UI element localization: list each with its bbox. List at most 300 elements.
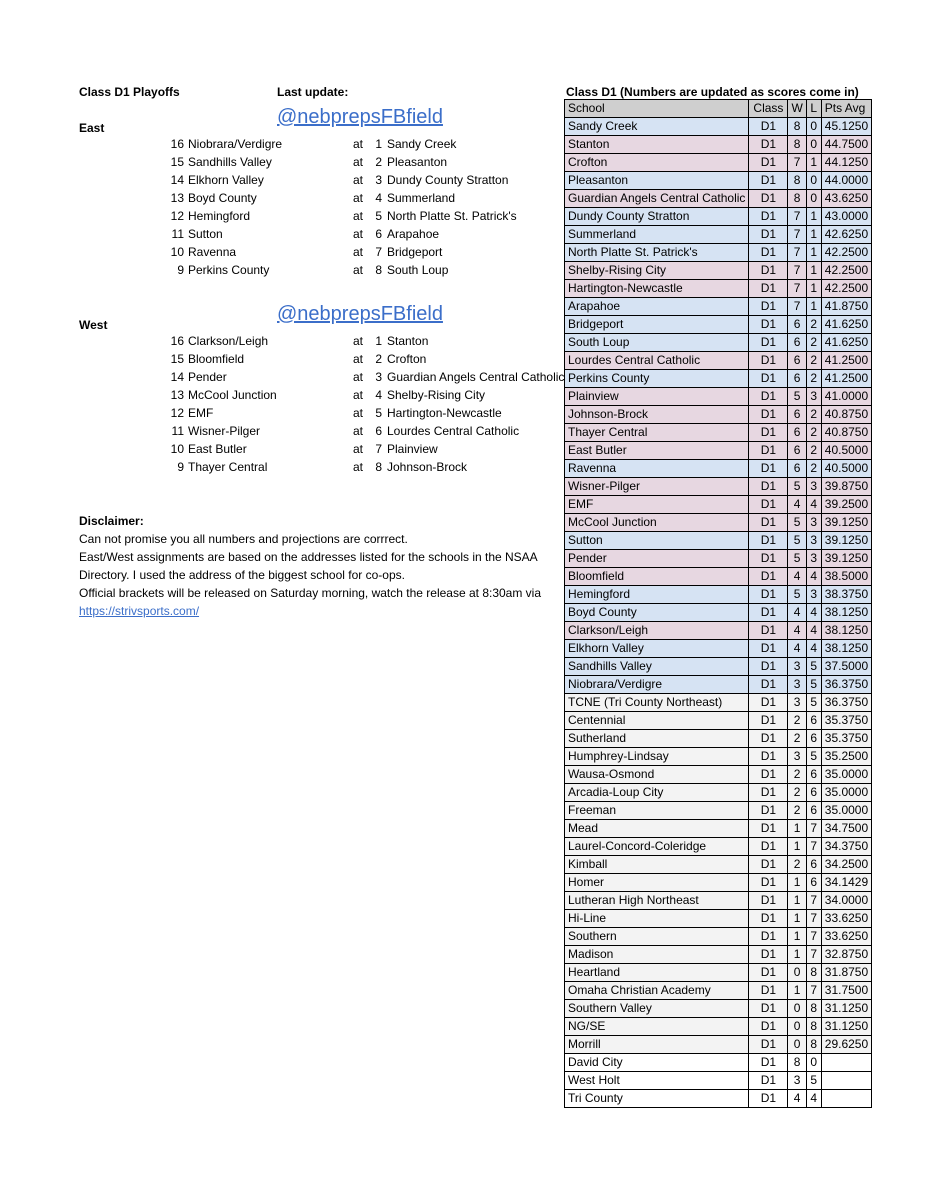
lower-seed: 15 (170, 155, 184, 169)
school-cell: Arcadia-Loup City (565, 784, 749, 802)
wins-cell: 7 (788, 298, 806, 316)
class-cell: D1 (749, 604, 788, 622)
home-team: Arapahoe (387, 227, 440, 241)
higher-seed: 7 (375, 442, 382, 456)
school-cell: NG/SE (565, 1018, 749, 1036)
wins-cell: 7 (788, 262, 806, 280)
higher-seed: 4 (375, 191, 382, 205)
higher-seed: 1 (375, 334, 382, 348)
standings-table (564, 99, 872, 1108)
school-cell: Bridgeport (565, 316, 749, 334)
school-cell: Sandhills Valley (565, 658, 749, 676)
wins-cell: 7 (788, 226, 806, 244)
standings-row (565, 604, 872, 622)
class-cell: D1 (749, 1018, 788, 1036)
losses-cell: 7 (806, 910, 821, 928)
wins-cell: 7 (788, 208, 806, 226)
class-cell: D1 (749, 154, 788, 172)
wins-cell: 2 (788, 856, 806, 874)
higher-seed: 8 (375, 460, 382, 474)
col-pts-avg-header: Pts Avg (821, 100, 871, 118)
school-cell: Wausa-Osmond (565, 766, 749, 784)
class-cell: D1 (749, 550, 788, 568)
losses-cell: 8 (806, 1036, 821, 1054)
standings-row (565, 586, 872, 604)
class-cell: D1 (749, 262, 788, 280)
school-cell: Stanton (565, 136, 749, 154)
home-team: Hartington-Newcastle (387, 406, 502, 420)
strivsports-link[interactable]: https://strivsports.com/ (79, 604, 200, 618)
wins-cell: 5 (788, 388, 806, 406)
class-cell: D1 (749, 298, 788, 316)
losses-cell: 3 (806, 388, 821, 406)
standings-row (565, 226, 872, 244)
school-cell: Southern (565, 928, 749, 946)
wins-cell: 6 (788, 352, 806, 370)
class-cell: D1 (749, 532, 788, 550)
class-cell: D1 (749, 514, 788, 532)
losses-cell: 2 (806, 424, 821, 442)
standings-row (565, 748, 872, 766)
lower-seed: 10 (170, 245, 184, 259)
class-cell: D1 (749, 136, 788, 154)
at-label: at (353, 406, 364, 420)
school-cell: EMF (565, 496, 749, 514)
school-cell: Pleasanton (565, 172, 749, 190)
wins-cell: 6 (788, 370, 806, 388)
at-label: at (353, 209, 364, 223)
losses-cell: 4 (806, 640, 821, 658)
visiting-team: Elkhorn Valley (188, 173, 264, 187)
losses-cell: 2 (806, 406, 821, 424)
wins-cell: 0 (788, 964, 806, 982)
visiting-team: Sandhills Valley (188, 155, 272, 169)
school-cell: Perkins County (565, 370, 749, 388)
visiting-team: Thayer Central (188, 460, 268, 474)
school-cell: Niobrara/Verdigre (565, 676, 749, 694)
pts-avg-cell: 38.5000 (821, 568, 871, 586)
pts-avg-cell: 38.1250 (821, 622, 871, 640)
pts-avg-cell: 44.7500 (821, 136, 871, 154)
pts-avg-cell: 42.2500 (821, 280, 871, 298)
losses-cell: 6 (806, 874, 821, 892)
losses-cell: 4 (806, 604, 821, 622)
pts-avg-cell: 44.0000 (821, 172, 871, 190)
disclaimer-title: Disclaimer: (79, 514, 144, 528)
standings-row (565, 946, 872, 964)
school-cell: East Butler (565, 442, 749, 460)
losses-cell: 1 (806, 262, 821, 280)
pts-avg-cell: 44.1250 (821, 154, 871, 172)
school-cell: TCNE (Tri County Northeast) (565, 694, 749, 712)
pts-avg-cell: 40.5000 (821, 442, 871, 460)
losses-cell: 3 (806, 532, 821, 550)
class-cell: D1 (749, 820, 788, 838)
disclaimer-line: East/West assignments are based on the addresses listed for the schools in the NSAA (79, 550, 538, 564)
higher-seed: 7 (375, 245, 382, 259)
visiting-team: Ravenna (188, 245, 237, 259)
pts-avg-cell: 34.7500 (821, 820, 871, 838)
class-cell: D1 (749, 118, 788, 136)
standings-row (565, 388, 872, 406)
lower-seed: 9 (177, 263, 184, 277)
school-cell: Homer (565, 874, 749, 892)
pts-avg-cell: 35.0000 (821, 802, 871, 820)
wins-cell: 1 (788, 982, 806, 1000)
at-label: at (353, 424, 364, 438)
class-cell: D1 (749, 172, 788, 190)
class-cell: D1 (749, 568, 788, 586)
standings-header-row (565, 100, 872, 118)
lower-seed: 15 (170, 352, 184, 366)
pts-avg-cell: 41.2500 (821, 370, 871, 388)
twitter-handle-link[interactable]: @nebprepsFBfield (277, 303, 443, 325)
class-cell: D1 (749, 280, 788, 298)
class-cell: D1 (749, 190, 788, 208)
wins-cell: 1 (788, 892, 806, 910)
standings-row (565, 964, 872, 982)
visiting-team: Pender (188, 370, 227, 384)
pts-avg-cell: 42.2500 (821, 262, 871, 280)
standings-row (565, 136, 872, 154)
wins-cell: 3 (788, 676, 806, 694)
wins-cell: 1 (788, 928, 806, 946)
class-cell: D1 (749, 1000, 788, 1018)
losses-cell: 7 (806, 838, 821, 856)
losses-cell: 2 (806, 460, 821, 478)
standings-row (565, 874, 872, 892)
losses-cell: 8 (806, 1000, 821, 1018)
school-cell: Summerland (565, 226, 749, 244)
class-cell: D1 (749, 388, 788, 406)
standings-row (565, 856, 872, 874)
school-cell: Centennial (565, 712, 749, 730)
school-cell: Elkhorn Valley (565, 640, 749, 658)
wins-cell: 3 (788, 658, 806, 676)
at-label: at (353, 245, 364, 259)
visiting-team: Niobrara/Verdigre (188, 137, 283, 151)
standings-row (565, 334, 872, 352)
wins-cell: 7 (788, 280, 806, 298)
visiting-team: EMF (188, 406, 214, 420)
pts-avg-cell: 41.6250 (821, 316, 871, 334)
standings-row (565, 316, 872, 334)
class-cell: D1 (749, 442, 788, 460)
class-cell: D1 (749, 694, 788, 712)
home-team: Johnson-Brock (387, 460, 468, 474)
home-team: Bridgeport (387, 245, 443, 259)
pts-avg-cell: 38.1250 (821, 604, 871, 622)
standings-row (565, 208, 872, 226)
standings-row (565, 568, 872, 586)
class-cell: D1 (749, 766, 788, 784)
pts-avg-cell (821, 1072, 871, 1090)
at-label: at (353, 334, 364, 348)
wins-cell: 0 (788, 1036, 806, 1054)
standings-row (565, 442, 872, 460)
losses-cell: 8 (806, 964, 821, 982)
pts-avg-cell (821, 1054, 871, 1072)
school-cell: Boyd County (565, 604, 749, 622)
higher-seed: 3 (375, 173, 382, 187)
losses-cell: 2 (806, 370, 821, 388)
wins-cell: 4 (788, 640, 806, 658)
class-cell: D1 (749, 424, 788, 442)
losses-cell: 3 (806, 550, 821, 568)
school-cell: Thayer Central (565, 424, 749, 442)
class-cell: D1 (749, 460, 788, 478)
lower-seed: 12 (170, 209, 184, 223)
last-update-label: Last update: (277, 85, 349, 99)
standings-title: Class D1 (Numbers are updated as scores come in) (566, 85, 859, 99)
west-label: West (79, 318, 108, 332)
pts-avg-cell: 31.7500 (821, 982, 871, 1000)
pts-avg-cell: 39.8750 (821, 478, 871, 496)
class-cell: D1 (749, 478, 788, 496)
visiting-team: Hemingford (188, 209, 251, 223)
wins-cell: 4 (788, 1090, 806, 1108)
school-cell: Omaha Christian Academy (565, 982, 749, 1000)
pts-avg-cell: 31.8750 (821, 964, 871, 982)
class-cell: D1 (749, 370, 788, 388)
lower-seed: 14 (170, 173, 184, 187)
east-label: East (79, 121, 105, 135)
col-wins-header: W (788, 100, 806, 118)
school-cell: Arapahoe (565, 298, 749, 316)
school-cell: Guardian Angels Central Catholic (565, 190, 749, 208)
losses-cell: 6 (806, 730, 821, 748)
class-cell: D1 (749, 964, 788, 982)
wins-cell: 0 (788, 1018, 806, 1036)
pts-avg-cell: 41.2500 (821, 352, 871, 370)
losses-cell: 1 (806, 226, 821, 244)
school-cell: Johnson-Brock (565, 406, 749, 424)
losses-cell: 6 (806, 784, 821, 802)
wins-cell: 2 (788, 766, 806, 784)
class-cell: D1 (749, 946, 788, 964)
school-cell: Crofton (565, 154, 749, 172)
wins-cell: 1 (788, 946, 806, 964)
losses-cell: 2 (806, 442, 821, 460)
higher-seed: 6 (375, 424, 382, 438)
standings-row (565, 280, 872, 298)
wins-cell: 5 (788, 586, 806, 604)
class-cell: D1 (749, 802, 788, 820)
wins-cell: 3 (788, 1072, 806, 1090)
home-team: Lourdes Central Catholic (387, 424, 520, 438)
school-cell: Bloomfield (565, 568, 749, 586)
pts-avg-cell: 35.3750 (821, 730, 871, 748)
wins-cell: 5 (788, 532, 806, 550)
losses-cell: 6 (806, 712, 821, 730)
school-cell: Lutheran High Northeast (565, 892, 749, 910)
school-cell: Heartland (565, 964, 749, 982)
losses-cell: 7 (806, 820, 821, 838)
losses-cell: 6 (806, 766, 821, 784)
class-cell: D1 (749, 244, 788, 262)
losses-cell: 4 (806, 622, 821, 640)
wins-cell: 1 (788, 874, 806, 892)
pts-avg-cell: 33.6250 (821, 928, 871, 946)
wins-cell: 8 (788, 136, 806, 154)
losses-cell: 0 (806, 136, 821, 154)
wins-cell: 6 (788, 316, 806, 334)
home-team: Sandy Creek (387, 137, 457, 151)
pts-avg-cell: 45.1250 (821, 118, 871, 136)
class-cell: D1 (749, 352, 788, 370)
losses-cell: 4 (806, 496, 821, 514)
visiting-team: Clarkson/Leigh (188, 334, 269, 348)
school-cell: McCool Junction (565, 514, 749, 532)
standings-row (565, 820, 872, 838)
at-label: at (353, 388, 364, 402)
at-label: at (353, 370, 364, 384)
wins-cell: 1 (788, 910, 806, 928)
standings-row (565, 352, 872, 370)
col-school-header: School (565, 100, 749, 118)
standings-row (565, 928, 872, 946)
pts-avg-cell: 43.6250 (821, 190, 871, 208)
losses-cell: 6 (806, 856, 821, 874)
visiting-team: Wisner-Pilger (188, 424, 261, 438)
school-cell: Mead (565, 820, 749, 838)
class-cell: D1 (749, 586, 788, 604)
pts-avg-cell: 40.5000 (821, 460, 871, 478)
higher-seed: 5 (375, 406, 382, 420)
losses-cell: 6 (806, 802, 821, 820)
losses-cell: 5 (806, 694, 821, 712)
school-cell: Ravenna (565, 460, 749, 478)
standings-row (565, 892, 872, 910)
pts-avg-cell: 39.1250 (821, 550, 871, 568)
pts-avg-cell: 34.1429 (821, 874, 871, 892)
disclaimer-line: Official brackets will be released on Saturday morning, watch the release at 8:30am via (79, 586, 542, 600)
losses-cell: 1 (806, 298, 821, 316)
class-cell: D1 (749, 856, 788, 874)
class-cell: D1 (749, 730, 788, 748)
class-cell: D1 (749, 406, 788, 424)
class-cell: D1 (749, 712, 788, 730)
home-team: Shelby-Rising City (387, 388, 486, 402)
home-team: Crofton (387, 352, 427, 366)
pts-avg-cell: 35.0000 (821, 784, 871, 802)
losses-cell: 0 (806, 1054, 821, 1072)
visiting-team: McCool Junction (188, 388, 277, 402)
class-cell: D1 (749, 622, 788, 640)
standings-row (565, 640, 872, 658)
pts-avg-cell: 35.2500 (821, 748, 871, 766)
wins-cell: 1 (788, 838, 806, 856)
losses-cell: 0 (806, 190, 821, 208)
pts-avg-cell: 35.0000 (821, 766, 871, 784)
lower-seed: 10 (170, 442, 184, 456)
higher-seed: 4 (375, 388, 382, 402)
standings-row (565, 514, 872, 532)
school-cell: Shelby-Rising City (565, 262, 749, 280)
lower-seed: 13 (170, 388, 184, 402)
standings-row (565, 784, 872, 802)
pts-avg-cell: 39.1250 (821, 532, 871, 550)
pts-avg-cell: 41.8750 (821, 298, 871, 316)
class-cell: D1 (749, 316, 788, 334)
standings-row (565, 712, 872, 730)
standings-row (565, 424, 872, 442)
standings-row (565, 730, 872, 748)
school-cell: Plainview (565, 388, 749, 406)
pts-avg-cell: 29.6250 (821, 1036, 871, 1054)
losses-cell: 0 (806, 172, 821, 190)
standings-row (565, 478, 872, 496)
losses-cell: 7 (806, 892, 821, 910)
school-cell: Hemingford (565, 586, 749, 604)
school-cell: Morrill (565, 1036, 749, 1054)
twitter-handle-link[interactable]: @nebprepsFBfield (277, 106, 443, 128)
pts-avg-cell: 42.6250 (821, 226, 871, 244)
at-label: at (353, 263, 364, 277)
losses-cell: 3 (806, 478, 821, 496)
school-cell: Hi-Line (565, 910, 749, 928)
at-label: at (353, 227, 364, 241)
pts-avg-cell: 36.3750 (821, 676, 871, 694)
standings-row (565, 496, 872, 514)
pts-avg-cell: 40.8750 (821, 406, 871, 424)
standings-row (565, 118, 872, 136)
class-cell: D1 (749, 640, 788, 658)
wins-cell: 2 (788, 712, 806, 730)
losses-cell: 2 (806, 352, 821, 370)
standings-row (565, 460, 872, 478)
losses-cell: 4 (806, 568, 821, 586)
higher-seed: 3 (375, 370, 382, 384)
school-cell: Clarkson/Leigh (565, 622, 749, 640)
school-cell: David City (565, 1054, 749, 1072)
at-label: at (353, 191, 364, 205)
class-cell: D1 (749, 982, 788, 1000)
standings-row (565, 676, 872, 694)
class-cell: D1 (749, 676, 788, 694)
wins-cell: 8 (788, 1054, 806, 1072)
school-cell: Wisner-Pilger (565, 478, 749, 496)
losses-cell: 1 (806, 208, 821, 226)
pts-avg-cell: 38.1250 (821, 640, 871, 658)
home-team: Guardian Angels Central Catholic (387, 370, 565, 384)
school-cell: Lourdes Central Catholic (565, 352, 749, 370)
higher-seed: 1 (375, 137, 382, 151)
losses-cell: 7 (806, 928, 821, 946)
standings-row (565, 802, 872, 820)
pts-avg-cell: 43.0000 (821, 208, 871, 226)
standings-row (565, 550, 872, 568)
class-cell: D1 (749, 784, 788, 802)
standings-row (565, 838, 872, 856)
wins-cell: 7 (788, 244, 806, 262)
at-label: at (353, 352, 364, 366)
wins-cell: 4 (788, 622, 806, 640)
wins-cell: 8 (788, 190, 806, 208)
visiting-team: East Butler (188, 442, 247, 456)
wins-cell: 6 (788, 424, 806, 442)
standings-row (565, 154, 872, 172)
wins-cell: 0 (788, 1000, 806, 1018)
wins-cell: 3 (788, 748, 806, 766)
losses-cell: 7 (806, 982, 821, 1000)
class-cell: D1 (749, 892, 788, 910)
pts-avg-cell: 39.1250 (821, 514, 871, 532)
school-cell: Freeman (565, 802, 749, 820)
higher-seed: 8 (375, 263, 382, 277)
home-team: Summerland (387, 191, 456, 205)
standings-row (565, 1000, 872, 1018)
